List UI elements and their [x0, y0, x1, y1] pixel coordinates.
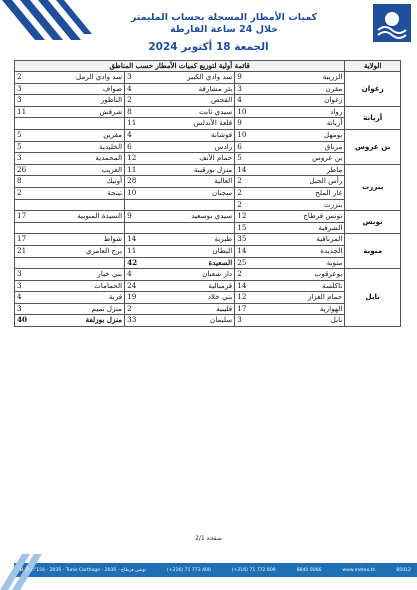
governorate-cell: بنزرت: [345, 164, 401, 210]
footer-address: B. P. n°156 - 2035 - Tunis Carthage - تونس قرطاج - 2035: [20, 567, 146, 573]
station-name: السعيدة: [156, 257, 235, 269]
rainfall-value: 4: [125, 129, 156, 141]
table-row: [15, 222, 401, 234]
rainfall-value: [15, 257, 46, 269]
rainfall-value: 10: [125, 187, 156, 199]
table-row: [15, 72, 401, 84]
rainfall-value: 5: [15, 129, 46, 141]
rainfall-value: [15, 118, 46, 130]
station-name: بوعرقوب: [266, 269, 345, 281]
station-name: العزيب: [46, 164, 125, 176]
station-name: [46, 222, 125, 234]
rainfall-value: 14: [125, 234, 156, 246]
station-name: طبربة: [156, 234, 235, 246]
station-name: شواط: [46, 234, 125, 246]
station-name: منزل تميم: [46, 303, 125, 315]
table-row: [15, 118, 401, 130]
station-name: المحمدية: [46, 153, 125, 165]
rainfall-value: 17: [15, 211, 46, 223]
rainfall-value: 19: [125, 292, 156, 304]
station-name: حمام الغزاز: [266, 292, 345, 304]
station-name: تونس قرطاج: [266, 211, 345, 223]
station-name: الزريبة: [266, 72, 345, 84]
title-line-2: خلال 24 ساعة الفارطة: [169, 24, 279, 35]
rainfall-value: 12: [125, 153, 156, 165]
rainfall-value: [15, 199, 46, 211]
station-name: بني خلاد: [156, 292, 235, 304]
rainfall-value: 5: [235, 153, 266, 165]
station-name: [156, 222, 235, 234]
rainfall-value: 3: [125, 72, 156, 84]
rainfall-value: 2: [235, 187, 266, 199]
rainfall-value: 2: [235, 269, 266, 281]
station-name: غار الملح: [266, 187, 345, 199]
rainfall-value: 2: [125, 95, 156, 107]
table-row: [15, 292, 401, 304]
station-name: منوبة: [266, 257, 345, 269]
footer: [0, 554, 417, 590]
footer-phone-1: (+216) 71 773 400: [166, 567, 211, 573]
table-row: [15, 234, 401, 246]
station-name: قليبية: [156, 303, 235, 315]
station-name: الناظور: [46, 95, 125, 107]
table-header-row: [15, 61, 401, 72]
table-row: [15, 164, 401, 176]
rainfall-value: 3: [15, 303, 46, 315]
report-title: [119, 12, 329, 36]
rainfall-value: 2: [15, 187, 46, 199]
station-name: بني خيار: [46, 269, 125, 281]
station-name: الفحص: [156, 95, 235, 107]
rainfall-value: 14: [235, 164, 266, 176]
station-name: [46, 118, 125, 130]
table-row: [15, 83, 401, 95]
rainfall-value: 12: [235, 211, 266, 223]
table-row: [15, 280, 401, 292]
station-name: فوشانة: [156, 129, 235, 141]
rainfall-value: 25: [235, 257, 266, 269]
rainfall-value: 42: [125, 257, 156, 269]
station-name: برج العامري: [46, 245, 125, 257]
rainfall-value: 3: [15, 83, 46, 95]
title-line-1: كميات الأمطار المسجلة بحساب المليمتر: [130, 12, 318, 23]
rainfall-value: 9: [125, 211, 156, 223]
rainfall-value: 4: [125, 269, 156, 281]
rainfall-value: 4: [15, 292, 46, 304]
rainfall-value: 3: [235, 315, 266, 327]
station-name: [156, 199, 235, 211]
table-row: [15, 269, 401, 281]
rainfall-value: 4: [125, 83, 156, 95]
station-name: قلعة الأندلس: [156, 118, 235, 130]
table-row: [15, 106, 401, 118]
rainfall-value: 3: [15, 269, 46, 281]
station-name: [46, 199, 125, 211]
station-name: منزل بورقيبة: [156, 164, 235, 176]
station-name: شرقش: [46, 106, 125, 118]
station-name: تاكلسة: [266, 280, 345, 292]
station-name: أريانة: [266, 118, 345, 130]
rainfall-value: 3: [15, 280, 46, 292]
table-row: [15, 176, 401, 188]
report-date: الجمعة 18 أكتوبر 2024: [148, 41, 269, 53]
footer-contact: [20, 563, 411, 577]
rainfall-value: 9: [235, 118, 266, 130]
table-row: [15, 95, 401, 107]
rainfall-value: 14: [235, 280, 266, 292]
station-name: الخليدية: [46, 141, 125, 153]
station-name: مقرين: [46, 129, 125, 141]
governorate-cell: بن عروس: [345, 129, 401, 164]
meteo-logo-icon: [353, 4, 411, 44]
rainfall-value: 17: [235, 303, 266, 315]
rainfall-value: 3: [15, 153, 46, 165]
station-name: حمام الأنف: [156, 153, 235, 165]
rainfall-value: [125, 222, 156, 234]
table-row: [15, 245, 401, 257]
rainfall-value: 40: [15, 315, 46, 327]
rainfall-value: [15, 222, 46, 234]
table-row: [15, 211, 401, 223]
rainfall-value: 21: [15, 245, 46, 257]
station-name: أوتيك: [46, 176, 125, 188]
station-name: سد وادي الرمل: [46, 72, 125, 84]
table-row: [15, 257, 401, 269]
rainfall-value: 9: [235, 72, 266, 84]
station-name: رادس: [156, 141, 235, 153]
station-name: العالية: [156, 176, 235, 188]
station-name: نابل: [266, 315, 345, 327]
station-name: سد وادي الكبير: [156, 72, 235, 84]
station-name: سيدي ثابت: [156, 106, 235, 118]
rainfall-value: 2: [125, 303, 156, 315]
rainfall-value: 35: [235, 234, 266, 246]
rainfall-value: 11: [125, 164, 156, 176]
table-row: [15, 129, 401, 141]
footer-phone-2: (+216) 71 772 609: [231, 567, 276, 573]
station-name: زغوان: [266, 95, 345, 107]
station-name: سجنان: [156, 187, 235, 199]
station-name: الجديدة: [266, 245, 345, 257]
rainfall-value: 3: [15, 95, 46, 107]
table-row: [15, 199, 401, 211]
station-name: دار شعبان: [156, 269, 235, 281]
page-number: صفحة 2/1: [195, 535, 222, 542]
rainfall-value: 8: [125, 106, 156, 118]
station-name: مقرن: [266, 83, 345, 95]
station-name: الحمامات: [46, 280, 125, 292]
rainfall-table: [14, 60, 401, 327]
rainfall-value: 2: [15, 72, 46, 84]
table-row: [15, 153, 401, 165]
station-name: رأس الجبل: [266, 176, 345, 188]
rainfall-value: 14: [235, 245, 266, 257]
station-name: المرناقية: [266, 234, 345, 246]
rainfall-value: 17: [15, 234, 46, 246]
col-list-title: قائمة أولية لتوزيع كميات الأمطار حسب المناطق: [15, 61, 345, 72]
rainfall-value: 26: [15, 164, 46, 176]
footer-phone-3: 8840 0066: [296, 567, 322, 573]
station-name: بئر مشارقة: [156, 83, 235, 95]
rainfall-value: 2: [235, 199, 266, 211]
station-name: رواد: [266, 106, 345, 118]
station-name: السيدة المنوبية: [46, 211, 125, 223]
rainfall-value: 24: [125, 280, 156, 292]
table-row: [15, 141, 401, 153]
station-name: قربة: [46, 292, 125, 304]
rainfall-value: 10: [235, 129, 266, 141]
governorate-cell: تونس: [345, 211, 401, 234]
governorate-cell: أريانة: [345, 106, 401, 129]
rainfall-value: 3: [235, 83, 266, 95]
rainfall-value: 4: [235, 95, 266, 107]
rainfall-value: 6: [235, 141, 266, 153]
station-name: مرناق: [266, 141, 345, 153]
rainfall-value: 11: [15, 106, 46, 118]
rainfall-value: 33: [125, 315, 156, 327]
station-name: قرمبالية: [156, 280, 235, 292]
station-name: بن عروس: [266, 153, 345, 165]
station-name: منزل بوزلفة: [46, 315, 125, 327]
table-row: [15, 187, 401, 199]
table-row: [15, 303, 401, 315]
station-name: [46, 257, 125, 269]
rainfall-value: 28: [125, 176, 156, 188]
governorate-cell: منوبة: [345, 234, 401, 269]
station-name: البطان: [156, 245, 235, 257]
rainfall-value: 2: [235, 176, 266, 188]
rainfall-value: 11: [125, 245, 156, 257]
station-name: سليمان: [156, 315, 235, 327]
col-governorate: الولاية: [345, 61, 401, 72]
station-name: سيدي بوسعيد: [156, 211, 235, 223]
station-name: صواف: [46, 83, 125, 95]
rainfall-value: 8: [15, 176, 46, 188]
rainfall-value: 10: [235, 106, 266, 118]
footer-website[interactable]: www.meteo.tn: [342, 567, 376, 573]
station-name: بومهل: [266, 129, 345, 141]
rainfall-value: 12: [235, 292, 266, 304]
station-name: ماطر: [266, 164, 345, 176]
station-name: الشرقية: [266, 222, 345, 234]
governorate-cell: زغوان: [345, 72, 401, 107]
station-name: تينجة: [46, 187, 125, 199]
station-name: بنزرت: [266, 199, 345, 211]
table-row: [15, 315, 401, 327]
rainfall-value: 15: [235, 222, 266, 234]
footer-code: 85012: [396, 567, 411, 573]
rainfall-value: 11: [125, 118, 156, 130]
rainfall-value: 5: [15, 141, 46, 153]
governorate-cell: نابل: [345, 269, 401, 327]
rainfall-value: [125, 199, 156, 211]
station-name: الهوارية: [266, 303, 345, 315]
rainfall-value: 6: [125, 141, 156, 153]
